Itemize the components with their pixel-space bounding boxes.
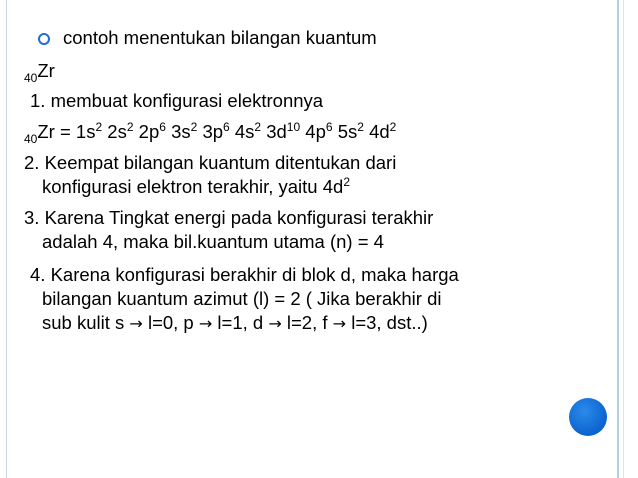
orbital-4p: $4p^6$ <box>305 120 333 142</box>
orbital-exponent: 10 <box>286 120 301 134</box>
step-2-exponent: 2 <box>343 175 350 189</box>
orbital-exponent: 2 <box>254 120 262 134</box>
slide-frame-right-inner <box>623 0 624 478</box>
step-2-line-1: 2. Keempat bilangan kuantum ditentukan dari <box>24 152 397 173</box>
step-3-line-2: adalah 4, maka bil.kuantum utama (n) = 4 <box>42 231 384 252</box>
step-4-line-3-part: l=1, d <box>212 312 269 333</box>
step-4-line-3-part: l=2, f <box>281 312 333 333</box>
orbital-exponent: 2 <box>95 120 103 134</box>
orbital-exponent: 2 <box>389 120 397 134</box>
step-4-line-3 <box>42 312 428 335</box>
orbital-exponent: 6 <box>159 120 166 134</box>
right-arrow-icon: → <box>268 314 282 333</box>
step-4-line-3-part: l=0, p <box>142 312 199 333</box>
orbital-exponent: 2 <box>357 120 364 134</box>
orbital-1s: $1s^2$ <box>75 120 103 142</box>
slide-frame-left <box>6 0 7 478</box>
orbital-3p: $3p^6$ <box>202 120 230 142</box>
step-4-line-3-part: l=3, dst..) <box>346 312 428 333</box>
step-2-line-2 <box>42 176 350 198</box>
orbital-4s: $4s^2$ <box>234 120 262 142</box>
orbital-exponent: 2 <box>190 120 198 134</box>
blue-circle-icon <box>569 398 607 436</box>
right-arrow-icon: → <box>198 314 213 333</box>
config-prefix: Zr = <box>37 121 71 142</box>
orbital-3d: $3d^{10}$ <box>266 120 301 142</box>
step-4-line-1: 4. Karena konfigurasi berakhir di blok d, maka harga <box>30 264 459 285</box>
electron-configuration <box>24 121 396 145</box>
step-4-line-2: bilangan kuantum azimut (l) = 2 ( Jika berakhir di <box>42 288 442 309</box>
step-1: 1. membuat konfigurasi elektronnya <box>30 90 324 111</box>
step-2-text: konfigurasi elektron terakhir, yaitu 4d <box>42 176 344 197</box>
orbital-exponent: 6 <box>325 120 333 134</box>
orbital-exponent: 2 <box>126 120 134 134</box>
orbital-2s: $2s^2$ <box>107 120 134 142</box>
atomic-number: 40 <box>24 71 38 85</box>
orbital-2p: $2p^6$ <box>138 120 166 142</box>
orbital-list <box>76 121 396 142</box>
slide-frame-right <box>617 0 619 478</box>
step-4-line-3-part: sub kulit s <box>42 312 130 333</box>
orbital-exponent: 6 <box>223 120 230 134</box>
orbital-4d: $4d^2$ <box>369 120 397 142</box>
right-arrow-icon: → <box>332 314 347 333</box>
orbital-5s: $5s^2$ <box>337 120 364 142</box>
hollow-circle-bullet-icon <box>38 33 50 45</box>
orbital-3s: $3s^2$ <box>171 120 198 142</box>
right-arrow-icon: → <box>129 314 143 333</box>
element-notation <box>24 60 55 84</box>
bullet-text: contoh menentukan bilangan kuantum <box>63 27 377 48</box>
config-atomic-number: 40 <box>24 132 38 146</box>
element-symbol: Zr <box>37 60 55 81</box>
step-3-line-1: 3. Karena Tingkat energi pada konfigurasi terakhir <box>24 207 434 228</box>
